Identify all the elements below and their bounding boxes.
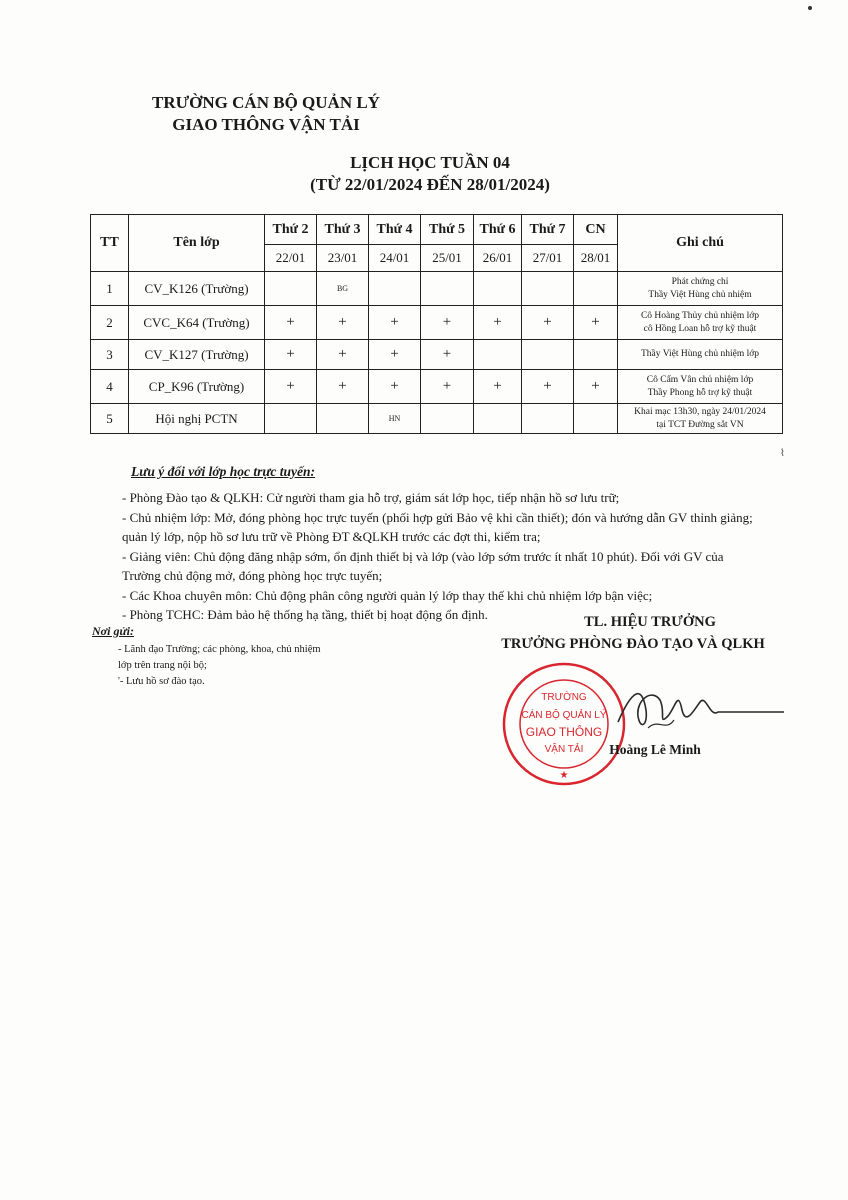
header-day: Thứ 5: [421, 215, 474, 245]
row-class-name: Hội nghị PCTN: [129, 404, 265, 434]
row-class-name: CVC_K64 (Trường): [129, 306, 265, 340]
school-name: [136, 92, 396, 136]
schedule-cell: [369, 272, 421, 306]
signature-title: TL. HIỆU TRƯỞNG: [584, 614, 716, 630]
row-class-name: CV_K127 (Trường): [129, 340, 265, 370]
row-note-line: cô Hồng Loan hỗ trợ kỹ thuật: [643, 323, 757, 334]
schedule-cell: [474, 340, 522, 370]
row-note-line: Thầy Việt Hùng chủ nhiệm lớp: [641, 349, 759, 359]
notes-item: - Các Khoa chuyên môn: Chủ động phân công người quản lý lớp thay thế khi chủ nhiệm lớp bận việc;: [122, 587, 653, 603]
schedule-cell: [317, 404, 369, 434]
schedule-table: [90, 214, 783, 434]
table-row: [91, 272, 783, 306]
schedule-cell: +: [265, 306, 317, 340]
schedule-cell: [265, 404, 317, 434]
row-note-line: Thầy Việt Hùng chủ nhiệm: [648, 289, 752, 300]
school-name-line1: TRƯỜNG CÁN BỘ QUẢN LÝ: [152, 93, 380, 112]
row-tt: 3: [91, 340, 129, 370]
schedule-cell: [574, 340, 618, 370]
schedule-cell: HN: [369, 404, 421, 434]
schedule-cell: +: [369, 306, 421, 340]
notes-list: [122, 488, 782, 625]
schedule-cell: +: [574, 306, 618, 340]
table-row: [91, 404, 783, 434]
recipient-line: '- Lưu hồ sơ đào tạo.: [118, 676, 205, 687]
notes-item: - Giảng viên: Chủ động đăng nhập sớm, ổn định thiết bị và lớp (vào lớp sớm trước ít nhất 10 phút). Đối với GV của: [122, 548, 724, 564]
header-day: Thứ 2: [265, 215, 317, 245]
header-date: 26/01: [474, 245, 522, 272]
signer-name: Hoàng Lê Minh: [609, 742, 701, 757]
header-date: 25/01: [421, 245, 474, 272]
schedule-cell: +: [421, 306, 474, 340]
notes-item: - Phòng TCHC: Đảm bảo hệ thống hạ tầng, thiết bị hoạt động ổn định.: [122, 607, 488, 622]
notes-item: - Phòng Đào tạo & QLKH: Cử người tham gia hỗ trợ, giám sát lớp học, tiếp nhận hồ sơ lưu trữ;: [122, 490, 620, 505]
school-name-line2: GIAO THÔNG VẬN TẢI: [172, 115, 360, 134]
schedule-cell: +: [421, 370, 474, 404]
header-class-name: Tên lớp: [129, 215, 265, 272]
table-row: [91, 340, 783, 370]
notes-item: - Chủ nhiệm lớp: Mở, đóng phòng học trực tuyến (phối hợp gửi Bảo vệ khi cần thiết); đón và hướng dẫn GV thỉnh giảng;: [122, 509, 753, 525]
schedule-cell: [474, 272, 522, 306]
header-date: 27/01: [522, 245, 574, 272]
row-note-line: Cô Hoàng Thủy chủ nhiệm lớp: [640, 310, 760, 321]
schedule-cell: [574, 272, 618, 306]
title-line2: (TỪ 22/01/2024 ĐẾN 28/01/2024): [310, 175, 550, 194]
row-note: [618, 404, 783, 434]
header-day: Thứ 3: [317, 215, 369, 245]
header-tt: TT: [91, 215, 129, 272]
header-note: Ghi chú: [618, 215, 783, 272]
header-date: 22/01: [265, 245, 317, 272]
table-row: [91, 370, 783, 404]
row-tt: 1: [91, 272, 129, 306]
schedule-cell: +: [522, 306, 574, 340]
schedule-cell: BG: [317, 272, 369, 306]
row-note: [618, 272, 783, 306]
schedule-cell: +: [474, 370, 522, 404]
notes-item: quản lý lớp, nộp hồ sơ lưu trữ về Phòng ĐT &QLKH trước các đợt thi, kiểm tra;: [122, 529, 541, 544]
row-note: [618, 306, 783, 340]
schedule-cell: +: [369, 340, 421, 370]
recipient-line: lớp trên trang nội bộ;: [118, 660, 207, 671]
schedule-cell: [474, 404, 522, 434]
schedule-cell: +: [474, 306, 522, 340]
header-day: Thứ 7: [522, 215, 574, 245]
schedule-cell: [522, 404, 574, 434]
row-tt: 5: [91, 404, 129, 434]
row-note-line: tại TCT Đường sắt VN: [656, 419, 744, 430]
row-note-line: Cô Cẩm Vân chủ nhiệm lớp: [646, 374, 754, 385]
document-title: [250, 152, 610, 196]
schedule-cell: +: [317, 340, 369, 370]
recipient-line: - Lãnh đạo Trường; các phòng, khoa, chủ nhiệm: [118, 644, 321, 655]
header-day: CN: [574, 215, 618, 245]
schedule-cell: +: [574, 370, 618, 404]
schedule-cell: [421, 404, 474, 434]
schedule-cell: +: [265, 370, 317, 404]
stamp-text: VẬN TẢI: [544, 744, 584, 755]
schedule-cell: [265, 272, 317, 306]
schedule-cell: [522, 340, 574, 370]
header-day: Thứ 6: [474, 215, 522, 245]
schedule-cell: +: [317, 370, 369, 404]
row-tt: 2: [91, 306, 129, 340]
header-date: 23/01: [317, 245, 369, 272]
notes-title: Lưu ý đối với lớp học trực tuyến:: [131, 464, 316, 479]
header-date: 28/01: [574, 245, 618, 272]
row-note: [618, 370, 783, 404]
row-note: [618, 340, 783, 370]
scan-speck: [808, 6, 812, 10]
schedule-cell: +: [265, 340, 317, 370]
recipients-list: [118, 642, 388, 690]
recipients-label: Nơi gửi:: [92, 624, 134, 638]
signature-position: TRƯỞNG PHÒNG ĐÀO TẠO VÀ QLKH: [501, 636, 765, 652]
header-day: Thứ 4: [369, 215, 421, 245]
schedule-cell: +: [317, 306, 369, 340]
schedule-cell: +: [522, 370, 574, 404]
row-class-name: CP_K96 (Trường): [129, 370, 265, 404]
schedule-cell: +: [369, 370, 421, 404]
stamp-text: TRƯỜNG: [541, 692, 587, 703]
row-note-line: Khai mạc 13h30, ngày 24/01/2024: [634, 406, 766, 417]
stamp-star-icon: ★: [559, 770, 569, 781]
table-header-row: [91, 215, 783, 245]
row-tt: 4: [91, 370, 129, 404]
stamp-text: GIAO THÔNG: [525, 725, 603, 739]
title-line1: LỊCH HỌC TUẦN 04: [350, 153, 510, 172]
row-class-name: CV_K126 (Trường): [129, 272, 265, 306]
handwritten-signature-icon: [608, 670, 788, 750]
notes-item: Trường chủ động mở, đóng phòng học trực tuyến;: [122, 568, 383, 583]
stamp-text: CÁN BỘ QUẢN LÝ: [521, 710, 607, 721]
row-note-line: Thầy Phong hỗ trợ kỹ thuật: [647, 387, 753, 398]
schedule-cell: [522, 272, 574, 306]
handwritten-mark: ⌇: [780, 448, 785, 459]
schedule-cell: +: [421, 340, 474, 370]
row-note-line: Phát chứng chỉ: [671, 276, 729, 287]
schedule-cell: [421, 272, 474, 306]
table-row: [91, 306, 783, 340]
schedule-cell: [574, 404, 618, 434]
header-date: 24/01: [369, 245, 421, 272]
